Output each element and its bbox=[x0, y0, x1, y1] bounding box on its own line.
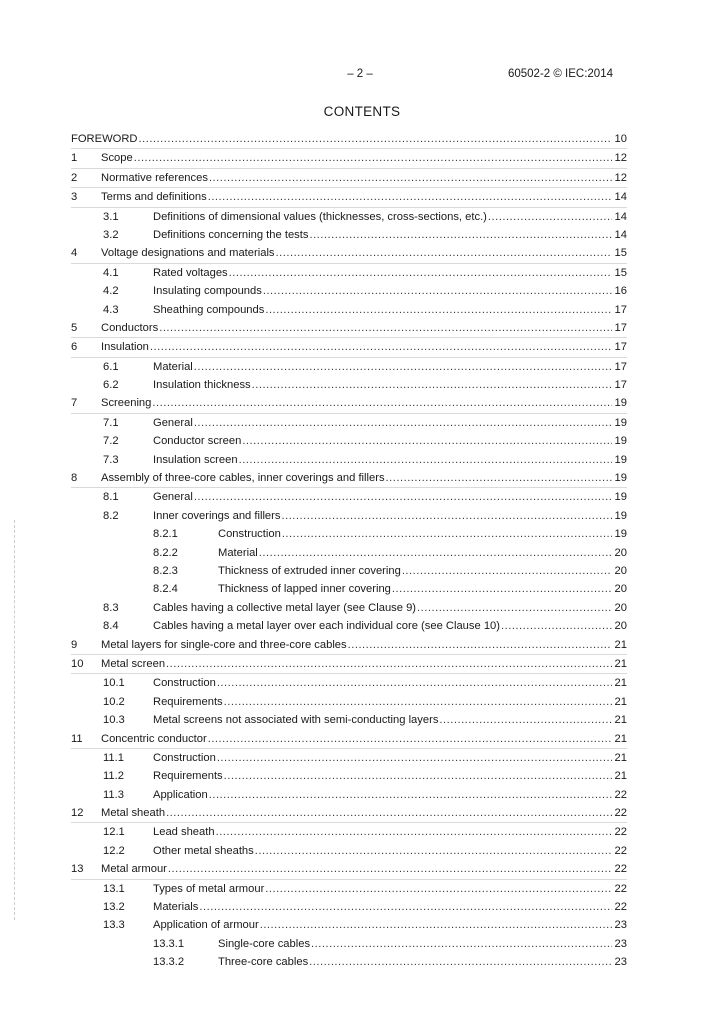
toc-entry-label: Cables having a collective metal layer (see Clause 9) bbox=[153, 601, 417, 614]
toc-entry[interactable] bbox=[71, 188, 627, 207]
toc-entry-label: Cables having a metal layer over each individual core (see Clause 10) bbox=[153, 620, 500, 633]
toc-entry-number: 3.1 bbox=[103, 210, 119, 223]
toc-entry-number: 8.2 bbox=[103, 509, 119, 522]
toc-entry-page: 19 bbox=[614, 509, 627, 522]
toc-leader-dots bbox=[152, 394, 612, 412]
toc-entry-page: 19 bbox=[614, 528, 627, 541]
toc-entry-page: 22 bbox=[614, 826, 627, 839]
toc-entry[interactable] bbox=[71, 599, 627, 617]
toc-entry-label: Construction bbox=[153, 677, 216, 690]
toc-entry[interactable] bbox=[71, 786, 627, 804]
toc-entry-label: Construction bbox=[218, 528, 281, 541]
toc-entry-page: 19 bbox=[614, 397, 627, 410]
toc-entry[interactable] bbox=[71, 282, 627, 300]
toc-entry[interactable] bbox=[71, 674, 627, 692]
toc-entry-label: Application bbox=[153, 788, 208, 801]
toc-entry-label: Metal screen bbox=[101, 657, 166, 670]
toc-entry-number: 1 bbox=[71, 152, 78, 165]
toc-entry-number: 7.2 bbox=[103, 435, 119, 448]
toc-entry-page: 20 bbox=[614, 564, 627, 577]
toc-entry-page: 15 bbox=[614, 247, 627, 260]
toc-leader-dots bbox=[168, 860, 612, 878]
toc-entry-label: FOREWORD bbox=[71, 133, 138, 145]
toc-entry-label: Terms and definitions bbox=[101, 191, 207, 204]
toc-entry-label: Insulation thickness bbox=[153, 379, 251, 392]
toc-entry-number: 8 bbox=[71, 472, 78, 485]
toc-leader-dots bbox=[309, 953, 612, 971]
toc-entry-number: 13.1 bbox=[103, 882, 125, 895]
toc-entry-label: Metal layers for single-core and three-core cables bbox=[101, 638, 347, 651]
toc-entry[interactable] bbox=[71, 244, 627, 263]
toc-entry-number: 13.3 bbox=[103, 919, 125, 932]
toc-entry[interactable] bbox=[71, 169, 627, 188]
toc-entry-label: Materials bbox=[153, 901, 199, 914]
toc-leader-dots bbox=[386, 469, 612, 487]
toc-entry-label: Definitions of dimensional values (thicknesses, cross-sections, etc.) bbox=[153, 210, 487, 223]
toc-leader-dots bbox=[194, 358, 612, 376]
toc-entry[interactable] bbox=[71, 338, 627, 357]
toc-entry-page: 23 bbox=[614, 919, 627, 932]
toc-entry-page: 21 bbox=[614, 732, 627, 745]
toc-leader-dots bbox=[166, 804, 612, 822]
toc-entry[interactable] bbox=[71, 935, 627, 953]
toc-entry-label: General bbox=[153, 491, 193, 504]
toc-entry[interactable] bbox=[71, 208, 627, 226]
toc-entry-number: 2 bbox=[71, 171, 78, 184]
toc-entry-label: Screening bbox=[101, 397, 152, 410]
toc-leader-dots bbox=[194, 414, 612, 432]
toc-entry-number: 12 bbox=[71, 807, 84, 820]
toc-entry-number: 6.2 bbox=[103, 379, 119, 392]
toc-entry[interactable] bbox=[71, 544, 627, 562]
toc-entry-number: 7 bbox=[71, 397, 78, 410]
toc-entry-page: 20 bbox=[614, 546, 627, 559]
toc-entry-number: 11.3 bbox=[103, 788, 124, 801]
toc-entry-number: 12.1 bbox=[103, 826, 125, 839]
toc-entry-label: Requirements bbox=[153, 695, 223, 708]
toc-entry[interactable] bbox=[71, 767, 627, 785]
toc-entry-number: 13.3.1 bbox=[153, 937, 185, 950]
toc-entry-page: 17 bbox=[614, 303, 627, 316]
document-reference: 60502-2 © IEC:2014 bbox=[507, 68, 613, 80]
toc-leader-dots bbox=[263, 282, 612, 300]
toc-leader-dots bbox=[166, 655, 612, 673]
toc-entry-label: Single-core cables bbox=[218, 937, 311, 950]
toc-leader-dots bbox=[216, 823, 612, 841]
toc-entry-page: 12 bbox=[614, 152, 627, 165]
toc-entry-page: 19 bbox=[614, 453, 627, 466]
toc-entry[interactable] bbox=[71, 301, 627, 319]
toc-entry-number: 10.1 bbox=[103, 677, 125, 690]
toc-entry-number: 5 bbox=[71, 321, 78, 334]
toc-entry-label: Normative references bbox=[101, 171, 208, 184]
toc-entry-page: 19 bbox=[614, 435, 627, 448]
toc-entry-page: 21 bbox=[614, 714, 627, 727]
toc-leader-dots bbox=[260, 916, 612, 934]
toc-entry-label: Sheathing compounds bbox=[153, 303, 265, 316]
toc-entry-page: 19 bbox=[614, 416, 627, 429]
toc-entry-page: 21 bbox=[614, 695, 627, 708]
toc-entry-label: General bbox=[153, 416, 193, 429]
toc-leader-dots bbox=[501, 617, 612, 635]
toc-entry-page: 15 bbox=[614, 266, 627, 279]
toc-entry[interactable] bbox=[71, 842, 627, 860]
toc-entry-number: 13.3.2 bbox=[153, 956, 185, 969]
toc-entry-label: Material bbox=[153, 360, 193, 373]
toc-entry[interactable] bbox=[71, 432, 627, 450]
toc-leader-dots bbox=[252, 376, 612, 394]
toc-leader-dots bbox=[217, 749, 612, 767]
toc-entry-label: Requirements bbox=[153, 770, 223, 783]
toc-entry[interactable] bbox=[71, 319, 627, 338]
toc-entry-number: 8.2.3 bbox=[153, 564, 178, 577]
toc-entry-number: 10.3 bbox=[103, 714, 125, 727]
toc-entry[interactable] bbox=[71, 860, 627, 879]
toc-entry-label: Rated voltages bbox=[153, 266, 228, 279]
page-number: – 2 – bbox=[347, 68, 373, 80]
toc-leader-dots bbox=[209, 169, 612, 187]
toc-entry[interactable] bbox=[71, 358, 627, 376]
toc-entry-page: 17 bbox=[614, 379, 627, 392]
toc-entry-label: Scope bbox=[101, 152, 133, 165]
toc-entry-page: 22 bbox=[614, 788, 627, 801]
toc-leader-dots bbox=[208, 730, 612, 748]
toc-leader-dots bbox=[208, 188, 612, 206]
toc-leader-dots bbox=[209, 786, 612, 804]
toc-leader-dots bbox=[265, 301, 612, 319]
toc-entry-label: Other metal sheaths bbox=[153, 844, 254, 857]
toc-entry-number: 9 bbox=[71, 638, 78, 651]
toc-entry[interactable] bbox=[71, 804, 627, 823]
toc-leader-dots bbox=[255, 842, 612, 860]
toc-entry-number: 8.2.1 bbox=[153, 528, 178, 541]
toc-entry-number: 11 bbox=[71, 732, 83, 745]
toc-entry[interactable] bbox=[71, 488, 627, 506]
toc-entry[interactable] bbox=[71, 730, 627, 749]
toc-leader-dots bbox=[199, 898, 612, 916]
toc-leader-dots bbox=[134, 149, 612, 167]
toc-entry-label: Definitions concerning the tests bbox=[153, 228, 309, 241]
toc-entry-number: 7.3 bbox=[103, 453, 119, 466]
toc-entry-page: 21 bbox=[614, 638, 627, 651]
toc-entry-label: Concentric conductor bbox=[101, 732, 207, 745]
toc-entry[interactable] bbox=[71, 469, 627, 488]
toc-leader-dots bbox=[348, 636, 612, 654]
toc-entry[interactable] bbox=[71, 880, 627, 898]
toc-leader-dots bbox=[276, 244, 612, 262]
toc-entry-page: 21 bbox=[614, 770, 627, 783]
toc-entry[interactable] bbox=[71, 693, 627, 711]
toc-entry-page: 17 bbox=[614, 321, 627, 334]
toc-entry-number: 6 bbox=[71, 341, 78, 354]
toc-entry-page: 22 bbox=[614, 807, 627, 820]
toc-entry-number: 10 bbox=[71, 657, 84, 670]
toc-entry[interactable] bbox=[71, 149, 627, 168]
toc-entry-number: 8.3 bbox=[103, 601, 119, 614]
toc-leader-dots bbox=[281, 507, 612, 525]
toc-entry-number: 3.2 bbox=[103, 228, 119, 241]
toc-entry[interactable] bbox=[71, 451, 627, 469]
toc-entry-number: 8.2.4 bbox=[153, 583, 178, 596]
toc-leader-dots bbox=[139, 130, 613, 148]
toc-entry[interactable] bbox=[71, 376, 627, 394]
margin-mark bbox=[14, 520, 16, 920]
toc-entry-label: Material bbox=[218, 546, 258, 559]
toc-entry-number: 6.1 bbox=[103, 360, 119, 373]
toc-entry-label: Insulating compounds bbox=[153, 285, 262, 298]
page-title: CONTENTS bbox=[323, 104, 401, 119]
toc-leader-dots bbox=[194, 488, 612, 506]
toc-entry-number: 4 bbox=[71, 247, 78, 260]
toc-entry-page: 22 bbox=[614, 863, 627, 876]
toc-entry-number: 11.1 bbox=[103, 751, 124, 764]
toc-entry-number: 8.1 bbox=[103, 491, 119, 504]
toc-entry-number: 8.2.2 bbox=[153, 546, 178, 559]
toc-entry-page: 23 bbox=[614, 937, 627, 950]
toc-leader-dots bbox=[150, 338, 612, 356]
toc-entry[interactable] bbox=[71, 580, 627, 598]
toc-entry-page: 14 bbox=[614, 228, 627, 241]
toc-entry-page: 21 bbox=[614, 677, 627, 690]
toc-entry-label: Construction bbox=[153, 751, 216, 764]
toc-entry-page: 21 bbox=[614, 751, 627, 764]
toc-entry[interactable] bbox=[71, 898, 627, 916]
toc-entry-label: Thickness of lapped inner covering bbox=[218, 583, 391, 596]
toc-entry-number: 8.4 bbox=[103, 620, 119, 633]
toc-entry-number: 12.2 bbox=[103, 844, 125, 857]
toc-entry[interactable] bbox=[71, 953, 627, 971]
toc-entry-page: 21 bbox=[614, 657, 627, 670]
toc-entry[interactable] bbox=[71, 711, 627, 729]
toc-entry-page: 20 bbox=[614, 620, 627, 633]
toc-entry-label: Lead sheath bbox=[153, 826, 215, 839]
toc-entry-page: 17 bbox=[614, 360, 627, 373]
toc-entry-label: Voltage designations and materials bbox=[101, 247, 275, 260]
toc-entry-label: Conductors bbox=[101, 321, 159, 334]
toc-leader-dots bbox=[242, 432, 612, 450]
toc-entry-number: 13 bbox=[71, 863, 84, 876]
toc-entry[interactable] bbox=[71, 617, 627, 635]
toc-entry-label: Insulation screen bbox=[153, 453, 238, 466]
toc-entry-label: Conductor screen bbox=[153, 435, 242, 448]
toc-entry[interactable] bbox=[71, 264, 627, 282]
toc-entry-label: Metal screens not associated with semi-conducting layers bbox=[153, 714, 439, 727]
toc-entry-page: 14 bbox=[614, 191, 627, 204]
table-of-contents bbox=[71, 130, 627, 972]
toc-entry-label: Metal armour bbox=[101, 863, 167, 876]
toc-entry-label: Inner coverings and fillers bbox=[153, 509, 281, 522]
toc-entry-label: Insulation bbox=[101, 341, 149, 354]
toc-entry-number: 4.3 bbox=[103, 303, 119, 316]
toc-entry[interactable] bbox=[71, 414, 627, 432]
toc-leader-dots bbox=[217, 674, 612, 692]
toc-entry-page: 20 bbox=[614, 601, 627, 614]
toc-entry-page: 22 bbox=[614, 882, 627, 895]
toc-leader-dots bbox=[239, 451, 612, 469]
toc-leader-dots bbox=[417, 599, 612, 617]
toc-leader-dots bbox=[402, 562, 612, 580]
toc-entry-page: 10 bbox=[614, 133, 627, 145]
toc-entry-number: 3 bbox=[71, 191, 78, 204]
toc-entry[interactable] bbox=[71, 916, 627, 934]
toc-leader-dots bbox=[224, 693, 612, 711]
toc-entry-page: 22 bbox=[614, 901, 627, 914]
toc-entry-page: 14 bbox=[614, 210, 627, 223]
toc-entry-label: Types of metal armour bbox=[153, 882, 265, 895]
toc-entry-label: Application of armour bbox=[153, 919, 259, 932]
toc-entry-number: 13.2 bbox=[103, 901, 125, 914]
toc-entry[interactable] bbox=[71, 130, 627, 149]
toc-leader-dots bbox=[259, 544, 612, 562]
toc-entry-number: 11.2 bbox=[103, 770, 124, 783]
toc-entry-label: Metal sheath bbox=[101, 807, 166, 820]
toc-entry[interactable] bbox=[71, 749, 627, 767]
toc-entry-page: 12 bbox=[614, 171, 627, 184]
toc-entry[interactable] bbox=[71, 655, 627, 674]
toc-entry-number: 7.1 bbox=[103, 416, 119, 429]
toc-entry[interactable] bbox=[71, 636, 627, 655]
toc-entry[interactable] bbox=[71, 507, 627, 525]
toc-entry-number: 4.1 bbox=[103, 266, 119, 279]
toc-leader-dots bbox=[439, 711, 612, 729]
toc-entry-label: Assembly of three-core cables, inner coverings and fillers bbox=[101, 472, 385, 485]
toc-entry-page: 19 bbox=[614, 491, 627, 504]
toc-leader-dots bbox=[229, 264, 612, 282]
page-header bbox=[0, 68, 724, 84]
toc-leader-dots bbox=[224, 767, 612, 785]
toc-entry-label: Thickness of extruded inner covering bbox=[218, 564, 401, 577]
toc-entry[interactable] bbox=[71, 525, 627, 543]
toc-entry-number: 10.2 bbox=[103, 695, 125, 708]
toc-leader-dots bbox=[392, 580, 612, 598]
toc-entry[interactable] bbox=[71, 562, 627, 580]
toc-leader-dots bbox=[159, 319, 612, 337]
toc-entry-number: 4.2 bbox=[103, 285, 119, 298]
toc-leader-dots bbox=[309, 226, 612, 244]
toc-entry-page: 20 bbox=[614, 583, 627, 596]
toc-leader-dots bbox=[311, 935, 612, 953]
toc-leader-dots bbox=[282, 525, 612, 543]
toc-entry[interactable] bbox=[71, 823, 627, 841]
toc-entry-page: 22 bbox=[614, 844, 627, 857]
toc-entry[interactable] bbox=[71, 226, 627, 244]
toc-entry-page: 17 bbox=[614, 341, 627, 354]
toc-leader-dots bbox=[265, 880, 612, 898]
toc-entry-label: Three-core cables bbox=[218, 956, 309, 969]
toc-entry-page: 19 bbox=[614, 472, 627, 485]
toc-entry[interactable] bbox=[71, 394, 627, 413]
toc-leader-dots bbox=[488, 208, 612, 226]
toc-entry-page: 23 bbox=[614, 956, 627, 969]
toc-entry-page: 16 bbox=[614, 285, 627, 298]
